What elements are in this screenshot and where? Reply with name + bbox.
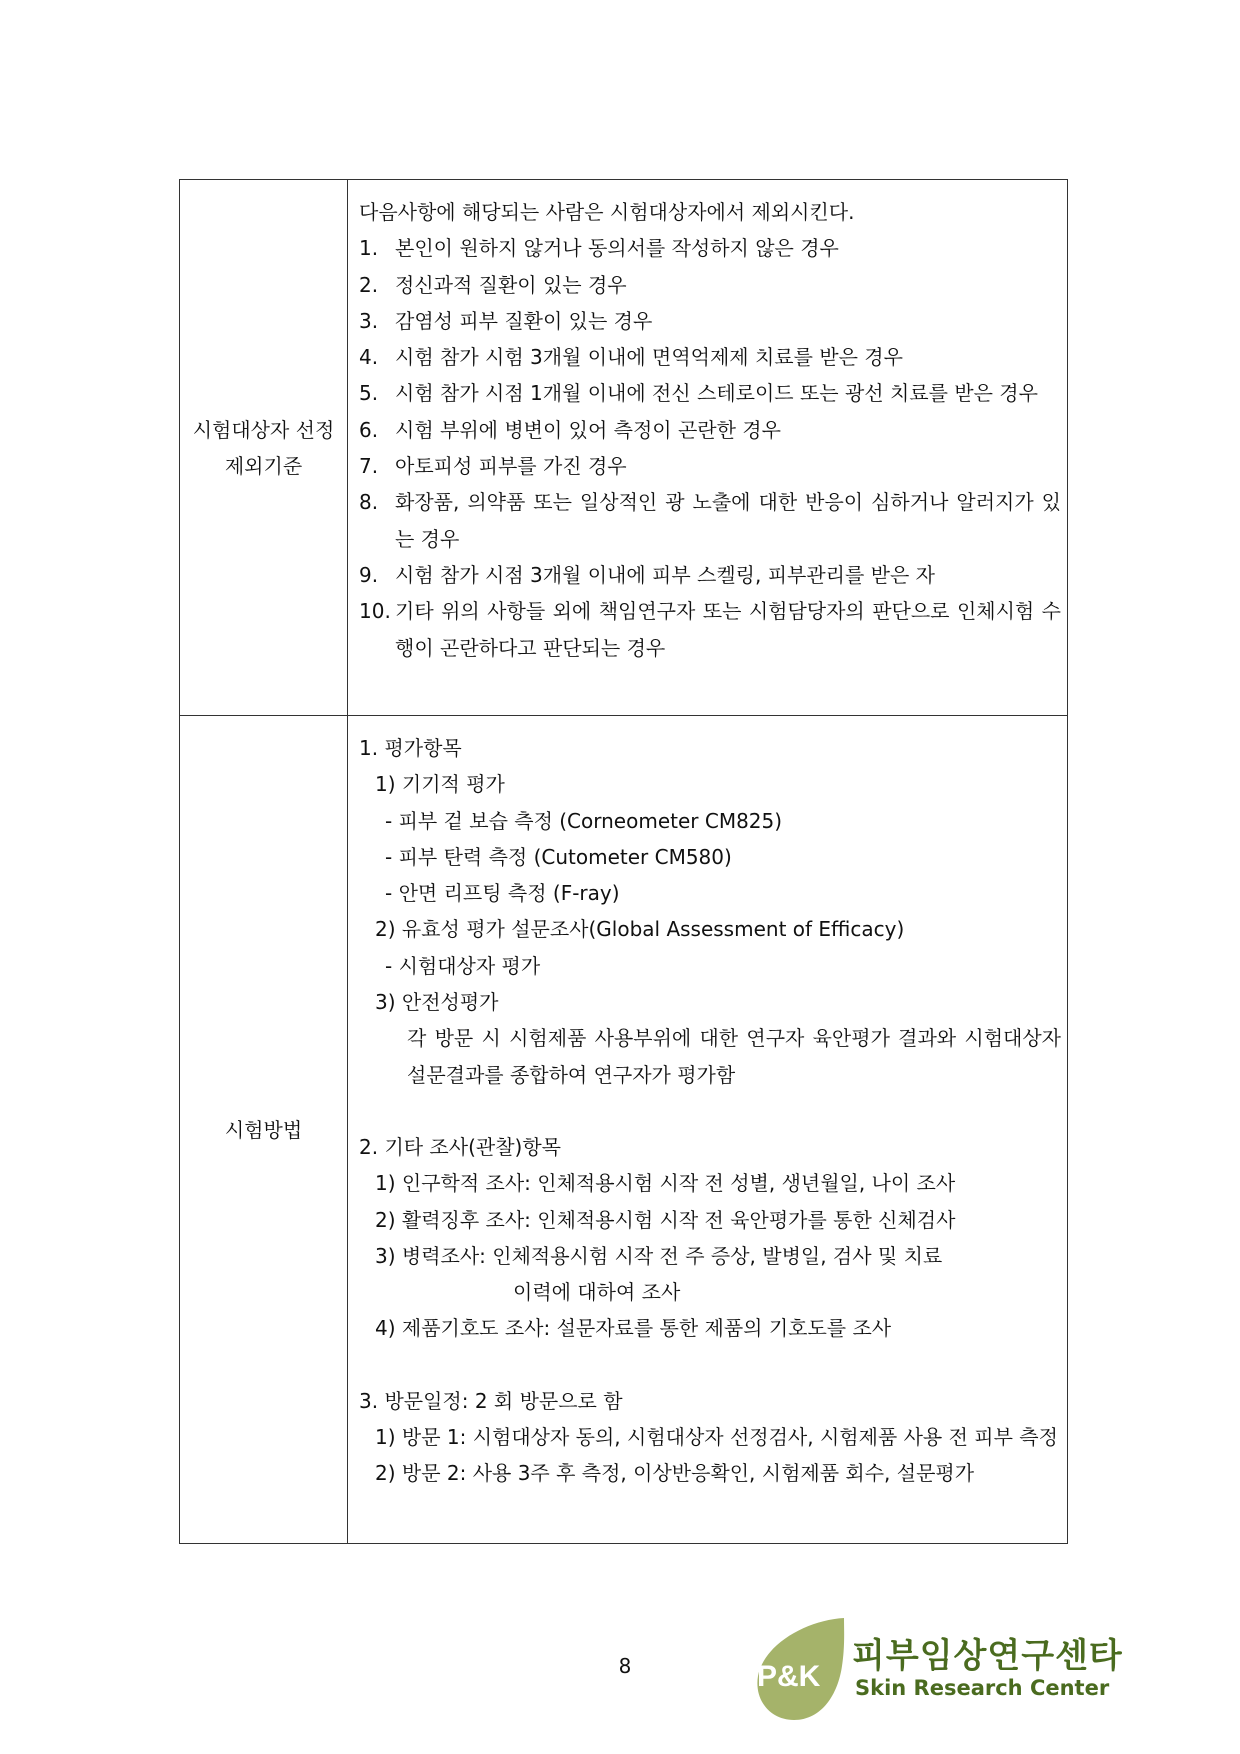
subsection-title: 2) 유효성 평가 설문조사(Global Assessment of Efficacy) (375, 917, 905, 942)
subsection-title: 1) 기기적 평가 (375, 772, 505, 797)
list-item (359, 412, 1061, 448)
list-item (359, 593, 1061, 666)
list-item (359, 557, 1061, 593)
page-number: 8 (618, 1654, 632, 1678)
item-text: 시험 참가 시험 3개월 이내에 면역억제제 치료를 받은 경우 (395, 345, 903, 370)
list-item: 1) 인구학적 조사: 인체적용시험 시작 전 성별, 생년월일, 나이 조사 (375, 1171, 956, 1196)
test-method-row (180, 716, 1068, 1544)
section-title: 1. 평가항목 (359, 736, 462, 760)
item-number: 8. (359, 490, 379, 515)
list-item: 1) 방문 1: 시험대상자 동의, 시험대상자 선정검사, 시험제품 사용 전 피부 측정 (375, 1425, 1058, 1450)
test-method-heading: 시험방법 (180, 716, 348, 1544)
item-number: 4. (359, 345, 379, 370)
list-item-continuation: 이력에 대하여 조사 (513, 1280, 681, 1305)
leaf-logo-icon (752, 1614, 852, 1724)
list-item (359, 375, 1061, 411)
list-item (359, 230, 1061, 266)
list-item: 2) 활력징후 조사: 인체적용시험 시작 전 육안평가를 통한 신체검사 (375, 1207, 956, 1232)
item-number: 3. (359, 308, 379, 333)
section-title: 3. 방문일정: 2 회 방문으로 함 (359, 1388, 623, 1413)
logo-korean-text: 피부임상연구센타 (852, 1636, 1123, 1676)
exclusion-heading-line1: 시험대상자 선정 (192, 417, 335, 442)
item-text: 감염성 피부 질환이 있는 경우 (395, 308, 653, 333)
exclusion-criteria-heading (180, 180, 348, 716)
list-item (359, 484, 1061, 557)
section-title: 2. 기타 조사(관찰)항목 (359, 1134, 561, 1159)
list-item: 3) 병력조사: 인체적용시험 시작 전 주 증상, 발병일, 검사 및 치료 (375, 1243, 943, 1268)
spacer (359, 1093, 1061, 1129)
bullet-item: - 피부 겉 보습 측정 (Corneometer CM825) (385, 808, 783, 833)
bullet-item: - 안면 리프팅 측정 (F-ray) (385, 881, 620, 906)
item-number: 1. (359, 236, 379, 261)
list-item (359, 448, 1061, 484)
item-text: 기타 위의 사항들 외에 책임연구자 또는 시험담당자의 판단으로 인체시험 수행이 곤란하다고 판단되는 경우 (395, 599, 1061, 660)
item-text: 화장품, 의약품 또는 일상적인 광 노출에 대한 반응이 심하거나 알러지가 있는 경우 (395, 490, 1061, 551)
bullet-item: - 시험대상자 평가 (385, 953, 541, 978)
item-number: 7. (359, 454, 379, 479)
item-text: 본인이 원하지 않거나 동의서를 작성하지 않은 경우 (395, 236, 839, 261)
exclusion-intro: 다음사항에 해당되는 사람은 시험대상자에서 제외시킨다. (359, 200, 855, 224)
exclusion-criteria-row (180, 180, 1068, 716)
item-text: 시험 부위에 병변이 있어 측정이 곤란한 경우 (395, 417, 781, 442)
item-number: 9. (359, 562, 379, 587)
item-number: 2. (359, 272, 379, 297)
item-text: 시험 참가 시점 1개월 이내에 전신 스테로이드 또는 광선 치료를 받은 경우 (395, 381, 1038, 406)
bullet-item: - 피부 탄력 측정 (Cutometer CM580) (385, 844, 732, 869)
list-item: 4) 제품기호도 조사: 설문자료를 통한 제품의 기호도를 조사 (375, 1316, 892, 1341)
subsection-title: 3) 안전성평가 (375, 990, 499, 1015)
item-text: 아토피성 피부를 가진 경우 (395, 454, 627, 479)
list-item (359, 303, 1061, 339)
skin-research-center-logo (752, 1614, 1123, 1724)
document-table (179, 179, 1068, 1544)
logo-mark-text: P&K (757, 1660, 821, 1693)
item-number: 10. (359, 599, 391, 624)
item-text: 정신과적 질환이 있는 경우 (395, 272, 627, 297)
paragraph: 각 방문 시 시험제품 사용부위에 대한 연구자 육안평가 결과와 시험대상자 설문결과를 종합하여 연구자가 평가함 (407, 1026, 1061, 1087)
test-method-content (348, 716, 1068, 1544)
exclusion-heading-line2: 제외기준 (224, 453, 303, 478)
spacer (359, 1347, 1061, 1383)
item-number: 5. (359, 381, 379, 406)
list-item (359, 339, 1061, 375)
logo-english-text: Skin Research Center (855, 1676, 1110, 1700)
item-number: 6. (359, 417, 379, 442)
item-text: 시험 참가 시점 3개월 이내에 피부 스켈링, 피부관리를 받은 자 (395, 562, 935, 587)
exclusion-criteria-content (348, 180, 1068, 716)
list-item (359, 267, 1061, 303)
exclusion-list (359, 230, 1061, 666)
list-item: 2) 방문 2: 사용 3주 후 측정, 이상반응확인, 시험제품 회수, 설문평가 (375, 1461, 975, 1486)
